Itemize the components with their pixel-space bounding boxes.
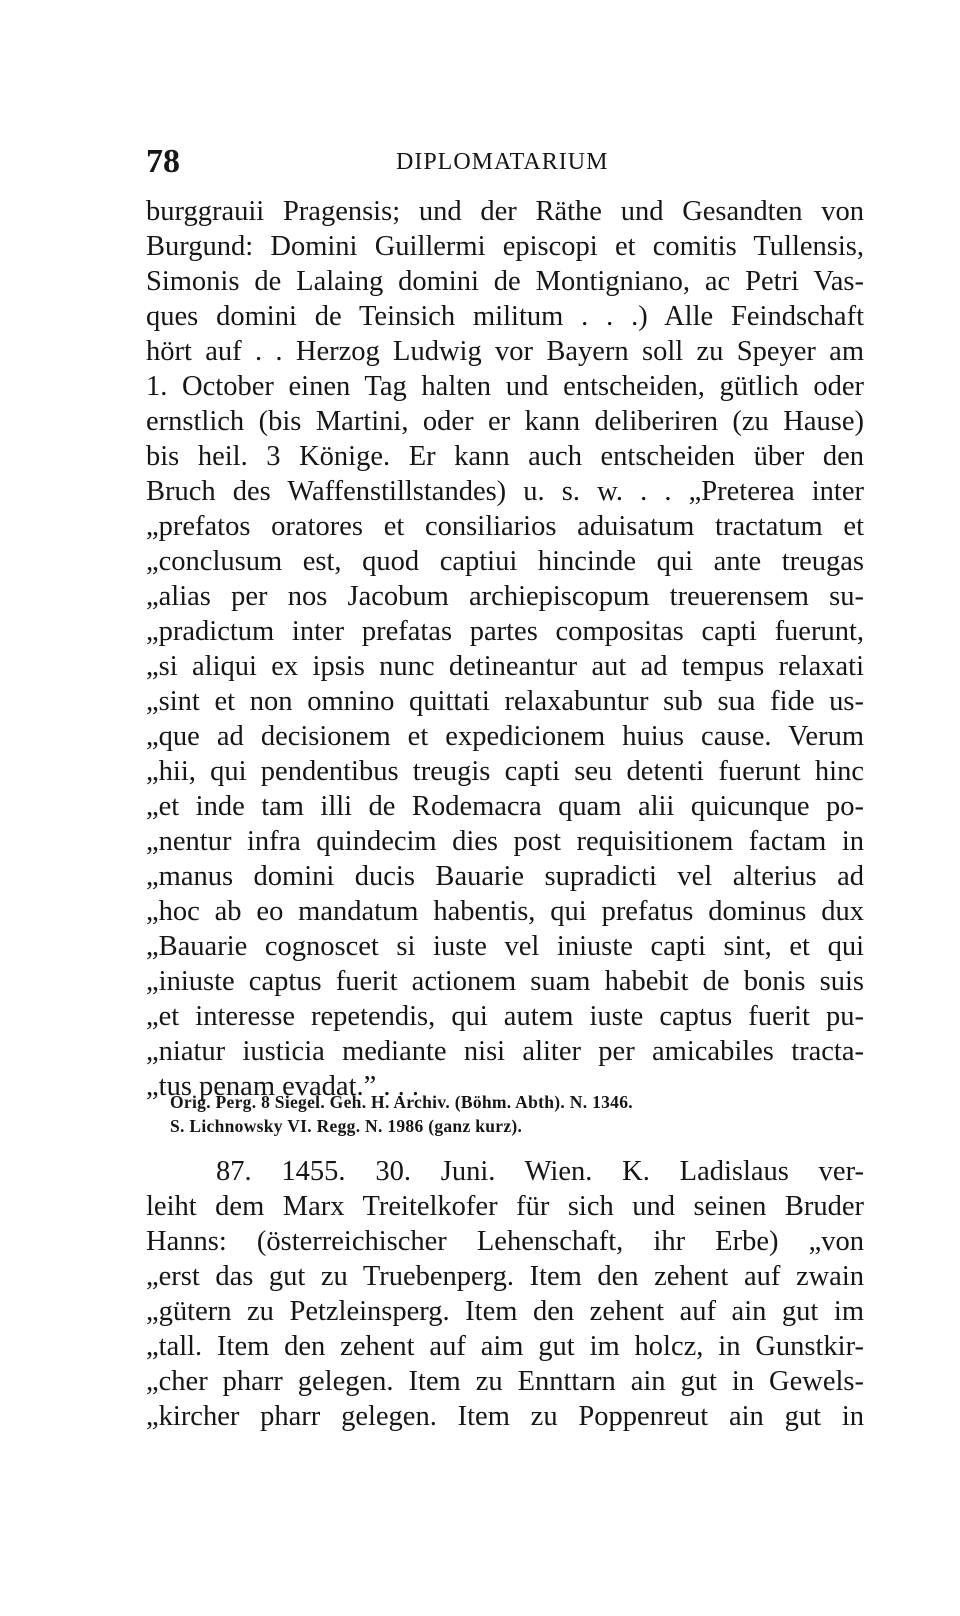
running-title: DIPLOMATARIUM [396,149,609,175]
text-line: „prefatos oratores et consiliarios aduisatum tractatum et [146,511,864,542]
main-text-block [146,194,864,1104]
text-line: „cher pharr gelegen. Item zu Ennttarn ain gut in Gewels- [146,1366,864,1397]
text-line: 1. October einen Tag halten und entscheiden, gütlich oder [146,371,864,402]
note-line: Orig. Perg. 8 Siegel. Geh. H. Archiv. (Böhm. Abth). N. 1346. [170,1092,633,1112]
text-line: ques domini de Teinsich militum . . .) Alle Feindschaft [146,301,864,332]
text-line: „sint et non omnino quittati relaxabuntur sub sua fide us- [146,686,864,717]
text-line: Bruch des Waffenstillstandes) u. s. w. . . „Preterea inter [146,476,864,507]
text-line: leiht dem Marx Treitelkofer für sich und seinen Bruder [146,1191,864,1222]
text-line: „manus domini ducis Bauarie supradicti vel alterius ad [146,861,864,892]
text-line: „hoc ab eo mandatum habentis, qui prefatus dominus dux [146,896,864,927]
text-line: Burgund: Domini Guillermi episcopi et comitis Tullensis, [146,231,864,262]
text-line: „alias per nos Jacobum archiepiscopum treuerensem su- [146,581,864,612]
text-line: „Bauarie cognoscet si iuste vel iniuste capti sint, et qui [146,931,864,962]
text-line: „niatur iusticia mediante nisi aliter per amicabiles tracta- [146,1036,864,1067]
text-line: „et inde tam illi de Rodemacra quam alii quicunque po- [146,791,864,822]
text-line: „et interesse repetendis, qui autem iuste captus fuerit pu- [146,1001,864,1032]
text-line: „tall. Item den zehent auf aim gut im holcz, in Gunstkir- [146,1331,864,1362]
text-line: ernstlich (bis Martini, oder er kann deliberiren (zu Hause) [146,406,864,437]
text-line: „conclusum est, quod captiui hincinde qui ante treugas [146,546,864,577]
text-line: „iniuste captus fuerit actionem suam habebit de bonis suis [146,966,864,997]
text-line: „que ad decisionem et expedicionem huius cause. Verum [146,721,864,752]
text-line: Hanns: (österreichischer Lehenschaft, ihr Erbe) „von [146,1226,864,1257]
text-line: burggrauii Pragensis; und der Räthe und Gesandten von [146,196,864,227]
text-line: Simonis de Lalaing domini de Montigniano, ac Petri Vas- [146,266,864,297]
text-line: „gütern zu Petzleinsperg. Item den zehent auf ain gut im [146,1296,864,1327]
source-notes [170,1090,870,1138]
text-line: hört auf . . Herzog Ludwig vor Bayern soll zu Speyer am [146,336,864,367]
text-line: „pradictum inter prefatas partes compositas capti fuerunt, [146,616,864,647]
text-line: 87. 1455. 30. Juni. Wien. K. Ladislaus ver- [216,1156,864,1187]
text-line: „nentur infra quindecim dies post requisitionem factam in [146,826,864,857]
text-line: „hii, qui pendentibus treugis capti seu detenti fuerunt hinc [146,756,864,787]
page-number: 78 [146,143,180,180]
page-header [146,142,864,182]
text-line: „erst das gut zu Truebenperg. Item den zehent auf zwain [146,1261,864,1292]
text-line: „tus penam evadat.” . . . [146,1071,420,1102]
text-line: „kircher pharr gelegen. Item zu Poppenreut ain gut in [146,1401,864,1432]
text-line: „si aliqui ex ipsis nunc detineantur aut ad tempus relaxati [146,651,864,682]
entry-87-text [146,1154,864,1434]
note-line: S. Lichnowsky VI. Regg. N. 1986 (ganz kurz). [170,1116,523,1136]
text-line: bis heil. 3 Könige. Er kann auch entscheiden über den [146,441,864,472]
